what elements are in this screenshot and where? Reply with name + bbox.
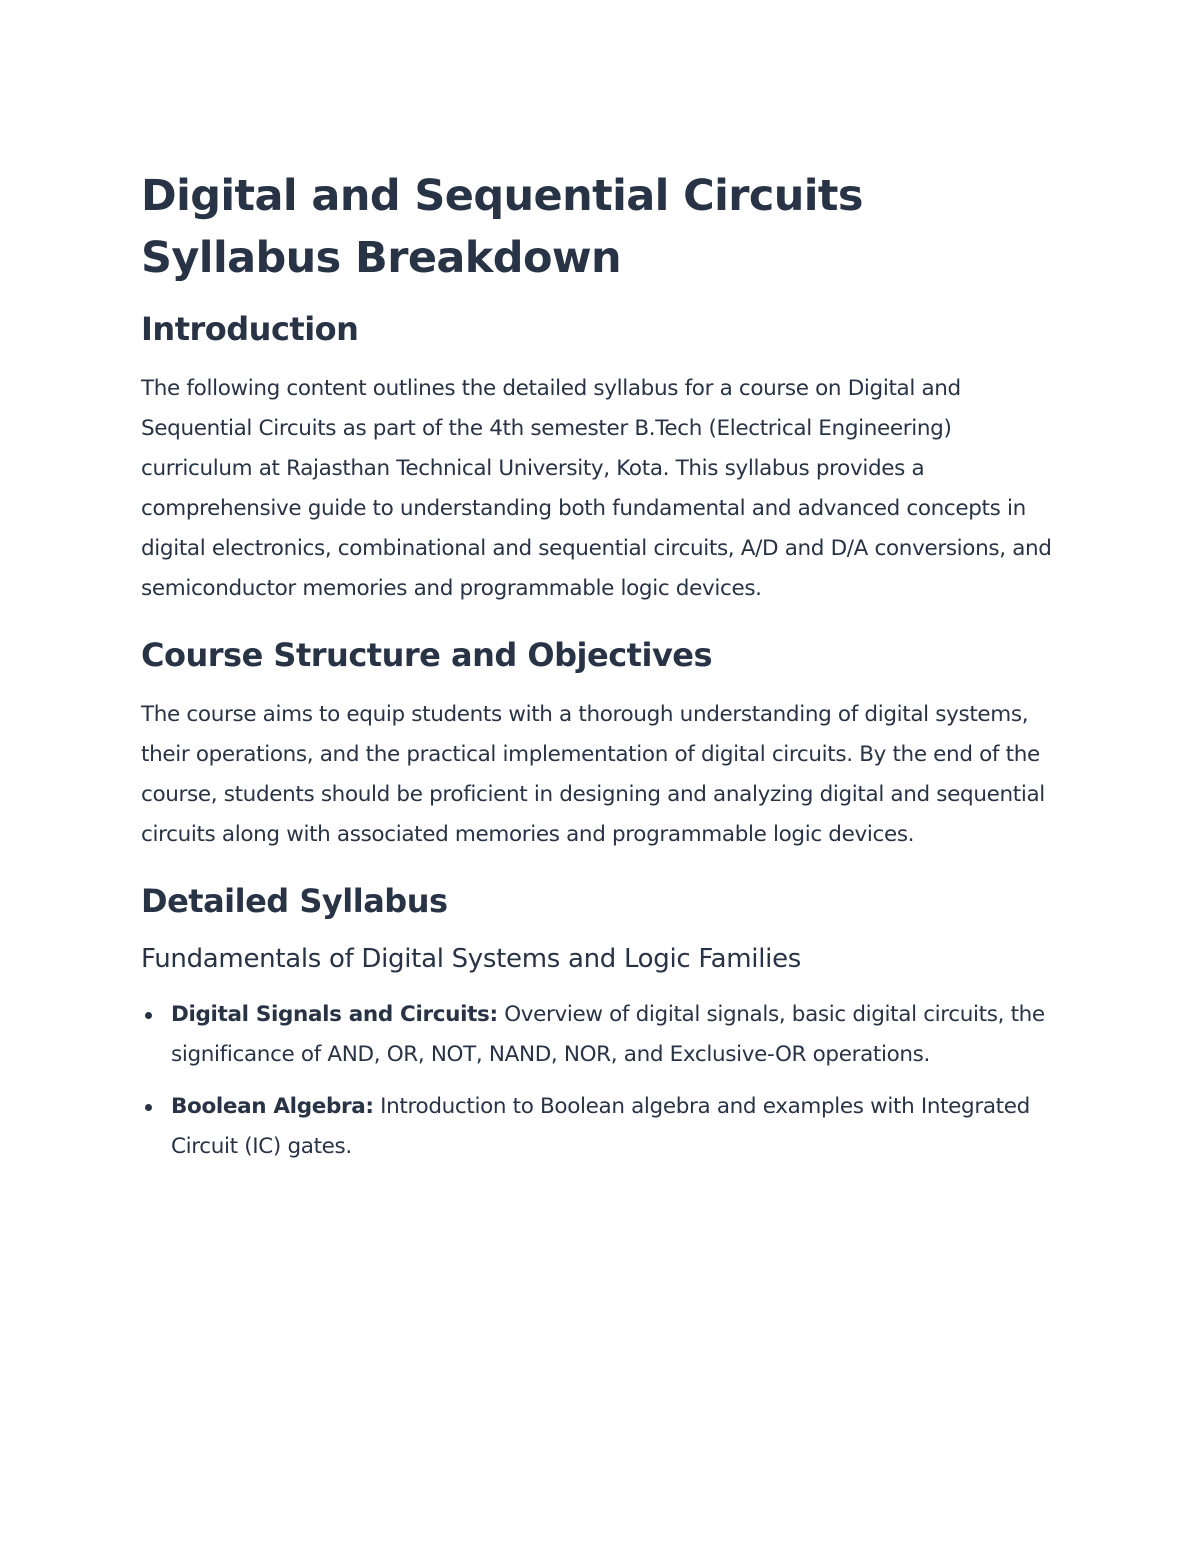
section-introduction	[141, 309, 1061, 609]
document-page	[141, 165, 1061, 1179]
introduction-paragraph: The following content outlines the detailed syllabus for a course on Digital and Sequential Circuits as part of the 4th semester B.Tech (Electrical Engineering) curriculum at Rajasthan Technical University, Kota. This syllabus provides a comprehensive guide to understanding both fundamental and advanced concepts in digital electronics, combinational and sequential circuits, A/D and D/A conversions, and semiconductor memories and programmable logic devices.	[141, 376, 1052, 601]
course-structure-paragraph: The course aims to equip students with a thorough understanding of digital systems, their operations, and the practical implementation of digital circuits. By the end of the course, students should be proficient in designing and analyzing digital and sequential circuits along with associated memories and programmable logic devices.	[141, 702, 1045, 847]
section-heading-course-structure: Course Structure and Objectives	[141, 636, 713, 674]
section-course-structure	[141, 635, 1061, 855]
document-title: Digital and Sequential Circuits Syllabus Breakdown	[141, 171, 863, 283]
bullet-icon	[145, 1012, 152, 1019]
section-heading-detailed-syllabus: Detailed Syllabus	[141, 882, 448, 920]
list-item	[141, 1087, 1061, 1167]
section-heading-introduction: Introduction	[141, 310, 359, 348]
list-item-text: Overview of digital signals, basic digital circuits, the significance of AND, OR, NOT, NAND, NOR, and Exclusive-OR operations.	[171, 1002, 1045, 1067]
subheading-fundamentals: Fundamentals of Digital Systems and Logic Families	[141, 944, 802, 974]
list-item-term: Boolean Algebra:	[171, 1094, 374, 1119]
bullet-icon	[145, 1104, 152, 1111]
syllabus-list	[141, 995, 1061, 1167]
list-item-text: Introduction to Boolean algebra and examples with Integrated Circuit (IC) gates.	[171, 1094, 1030, 1159]
list-item	[141, 995, 1061, 1075]
section-detailed-syllabus	[141, 881, 1061, 1167]
list-item-term: Digital Signals and Circuits:	[171, 1002, 498, 1027]
